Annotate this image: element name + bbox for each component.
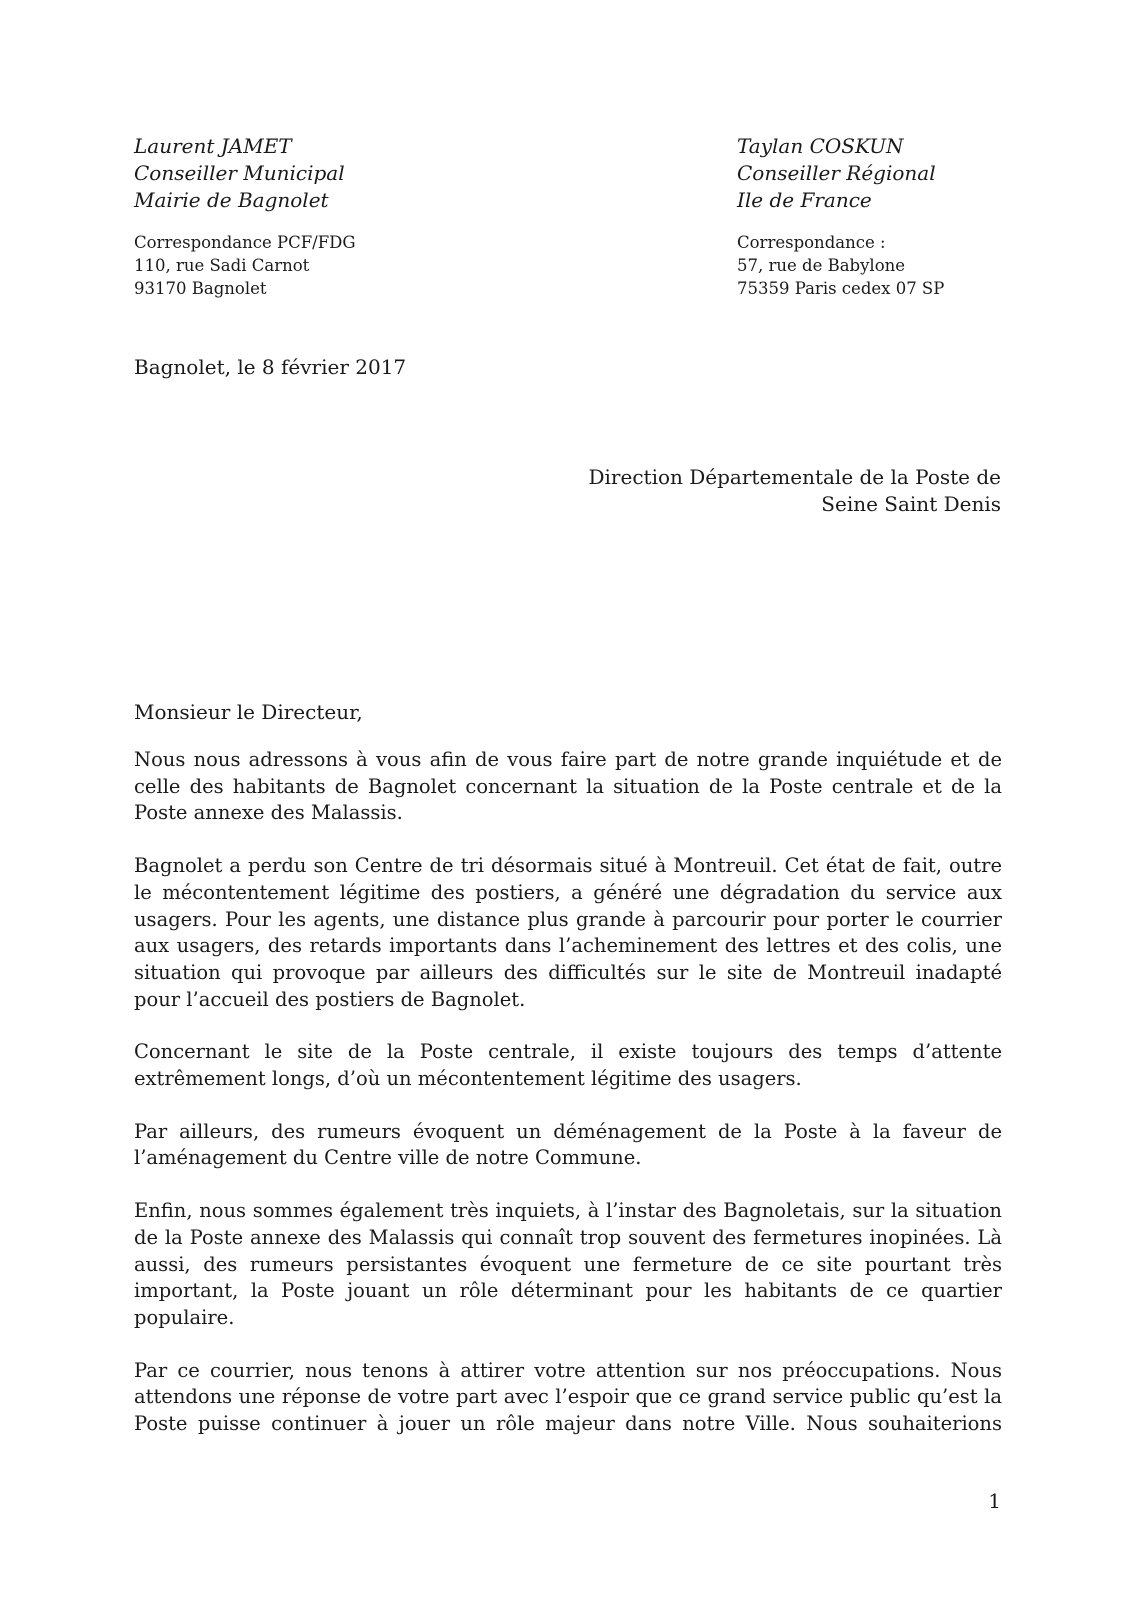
sender-left-corr-line: Correspondance PCF/FDG xyxy=(134,233,356,252)
body-paragraph: Concernant le site de la Poste centrale, il existe toujours des temps d’attente extrêmement longs, d’où un mécontentement légitime des usagers. xyxy=(134,1040,1002,1091)
body-paragraph: Nous nous adressons à vous afin de vous faire part de notre grande inquiétude et de celle des habitants de Bagnolet concernant la situation de la Poste centrale et de la Poste annexe des Malassis. xyxy=(134,748,1002,825)
sender-right-institution: Ile de France xyxy=(737,188,872,212)
sender-left-correspondence xyxy=(134,231,356,300)
body-paragraph: Bagnolet a perdu son Centre de tri désormais situé à Montreuil. Cet état de fait, outre le mécontentement légitime des postiers, a généré une dégradation du service aux usagers. Pour les agents, une distance plus grande à parcourir pour porter le courrier aux usagers, des retards importants dans l’acheminement des lettres et des colis, une situation qui provoque par ailleurs des difficultés sur le site de Montreuil inadapté pour l’accueil des postiers de Bagnolet. xyxy=(134,854,1002,1011)
salutation: Monsieur le Directeur, xyxy=(134,700,363,724)
sender-right-corr-line: 57, rue de Babylone xyxy=(737,256,906,275)
letter-date: Bagnolet, le 8 février 2017 xyxy=(134,355,407,379)
sender-right-name: Taylan COSKUN xyxy=(737,134,904,158)
recipient-address xyxy=(589,464,1002,518)
recipient-line: Seine Saint Denis xyxy=(821,492,1001,516)
sender-left-role: Conseiller Municipal xyxy=(134,161,345,185)
sender-left-corr-line: 110, rue Sadi Carnot xyxy=(134,256,310,275)
sender-left-name: Laurent JAMET xyxy=(134,134,292,158)
sender-right-corr-line: Correspondance : xyxy=(737,233,886,252)
body-paragraph: Enfin, nous sommes également très inquiets, à l’instar des Bagnoletais, sur la situation de la Poste annexe des Malassis qui connaît trop souvent des fermetures inopinées. Là aussi, des rumeurs persistantes évoquent une fermeture de ce site pourtant très important, la Poste jouant un rôle déterminant pour les habitants de ce quartier populaire. xyxy=(134,1199,1002,1329)
sender-right-corr-line: 75359 Paris cedex 07 SP xyxy=(737,279,945,298)
body-paragraph: Par ailleurs, des rumeurs évoquent un déménagement de la Poste à la faveur de l’aménagement du Centre ville de notre Commune. xyxy=(134,1119,1002,1170)
recipient-line: Direction Départementale de la Poste de xyxy=(588,465,1001,489)
sender-left-corr-line: 93170 Bagnolet xyxy=(134,279,267,298)
letter-body xyxy=(134,747,1002,1464)
sender-left xyxy=(134,133,356,300)
sender-left-institution: Mairie de Bagnolet xyxy=(134,188,329,212)
page-number: 1 xyxy=(988,1489,1001,1513)
sender-right xyxy=(737,133,944,300)
sender-right-correspondence xyxy=(737,231,944,300)
body-paragraph: Par ce courrier, nous tenons à attirer votre attention sur nos préoccupations. Nous attendons une réponse de votre part avec l’espoir que ce grand service public qu’est la Poste puisse continuer à jouer un rôle majeur dans notre Ville. Nous souhaiterions xyxy=(134,1358,1002,1436)
sender-right-role: Conseiller Régional xyxy=(737,161,936,185)
